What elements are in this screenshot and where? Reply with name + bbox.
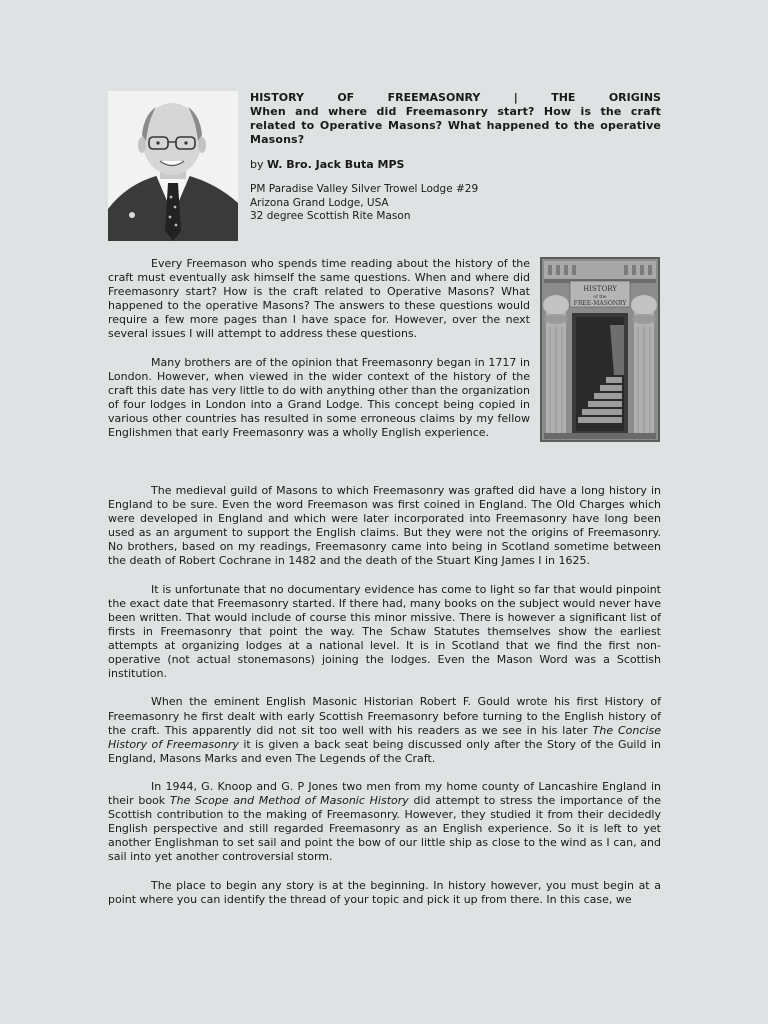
title-word: ORIGINS (608, 91, 661, 104)
article-title (250, 91, 661, 105)
paragraph: Many brothers are of the opinion that Freemasonry began in 1717 in London. However, when viewed in the wider context of the history of the craft this date has very little to do with anything other than the organization of four lodges in London into a Grand Lodge. This concept being copied in various other countries has resulted in some erroneous claims by my fellow Englishmen that early Freemasonry was a wholly English experience. (108, 355, 530, 440)
paragraph (108, 695, 661, 765)
paragraph-text: did attempt to stress the importance of the Scottish contribution to the making of Freemasonry. However, they studied it from their decidedly English perspective and still regarded Freemasonry as an English experience. So it is left to yet another Englishman to set sail and point the bow of our little ship as close to the wind as I can, and sail into yet another controversial storm. (108, 794, 662, 864)
book-cover-title-2: FREE-MASONRY (573, 300, 627, 307)
book-cover-title: HISTORY (583, 285, 617, 293)
paragraph: The medieval guild of Masons to which Freemasonry was grafted did have a long history in England to be sure. Even the word Freemason was first coined in England. The Old Charges which were developed in England and which were later incorporated into Freemasonry have long been used as an argument to support the English claims. But they were not the origins of Freemasonry. No brothers, based on my readings, Freemasonry came into being in Scotland sometime between the death of Robert Cochrane in 1482 and the death of the Stuart King James I in 1625. (108, 484, 661, 568)
byline (250, 158, 661, 172)
book-cover-subtitle: of the (593, 295, 607, 300)
paragraph-text: In 1944, G. Knoop and G. P Jones two men from my home county of Lancashire England in their book (108, 779, 661, 808)
book-title: The Scope and Method of Masonic History (169, 794, 409, 808)
author-name: W. Bro. Jack Buta MPS (267, 158, 405, 171)
article-subtitle: When and where did Freemasonry start? How is the craft related to Operative Masons? What happened to the operative Masons? (250, 105, 661, 146)
body-paragraphs (108, 484, 661, 921)
byline-prefix: by (250, 158, 267, 171)
paragraph: It is unfortunate that no documentary evidence has come to light so far that would pinpoint the exact date that Freemasonry started. If there had, many books on the subject would never have been written. That would include of course this minor missive. There is however a significant list of firsts in Freemasonry that point the way. The Schaw Statutes themselves show the earliest attempts at organizing lodges at a national level. It is in Scotland that we find the first non-operative (not actual stonemasons) joining the lodges. Even the Mason Word was a Scottish institution. (108, 582, 661, 681)
paragraph (108, 780, 661, 865)
author-affiliation (250, 183, 661, 224)
author-portrait-image (108, 91, 238, 241)
affiliation-line: PM Paradise Valley Silver Trowel Lodge #29 (250, 183, 479, 195)
intro-paragraphs (108, 257, 530, 454)
title-word: HISTORY (250, 91, 304, 104)
title-word: THE (551, 91, 576, 104)
title-word: | (513, 91, 518, 104)
book-cover-illustration (540, 257, 660, 442)
affiliation-line: Arizona Grand Lodge, USA (250, 196, 389, 209)
affiliation-line: 32 degree Scottish Rite Mason (250, 210, 411, 222)
article-header (250, 91, 661, 224)
paragraph: Every Freemason who spends time reading about the history of the craft must eventually ask himself the same questions. When and where did Freemasonry start? How is the craft related to Operative Masons? What happened to the operative Masons? The answers to these questions would require a few more pages than I have space for. However, over the next several issues I will attempt to address these questions. (108, 257, 530, 341)
title-word: OF (337, 91, 355, 104)
paragraph-text: it is given a back seat being discussed only after the Story of the Guild in England, Masons Marks and even The Legends of the Craft. (108, 737, 661, 765)
paragraph-text: When the eminent English Masonic Historian Robert F. Gould wrote his first History of Freemasonry he first dealt with early Scottish Freemasonry before turning to the English history of the craft. This apparently did not sit too well with his readers as we see in his later (108, 695, 661, 737)
author-photo (108, 91, 238, 241)
book-title: The Concise History of Freemasonry (108, 723, 661, 751)
title-word: FREEMASONRY (387, 91, 481, 104)
book-cover-image (540, 257, 660, 442)
paragraph: The place to begin any story is at the beginning. In history however, you must begin at a point where you can identify the thread of your topic and pick it up from there. In this case, we (108, 878, 661, 906)
